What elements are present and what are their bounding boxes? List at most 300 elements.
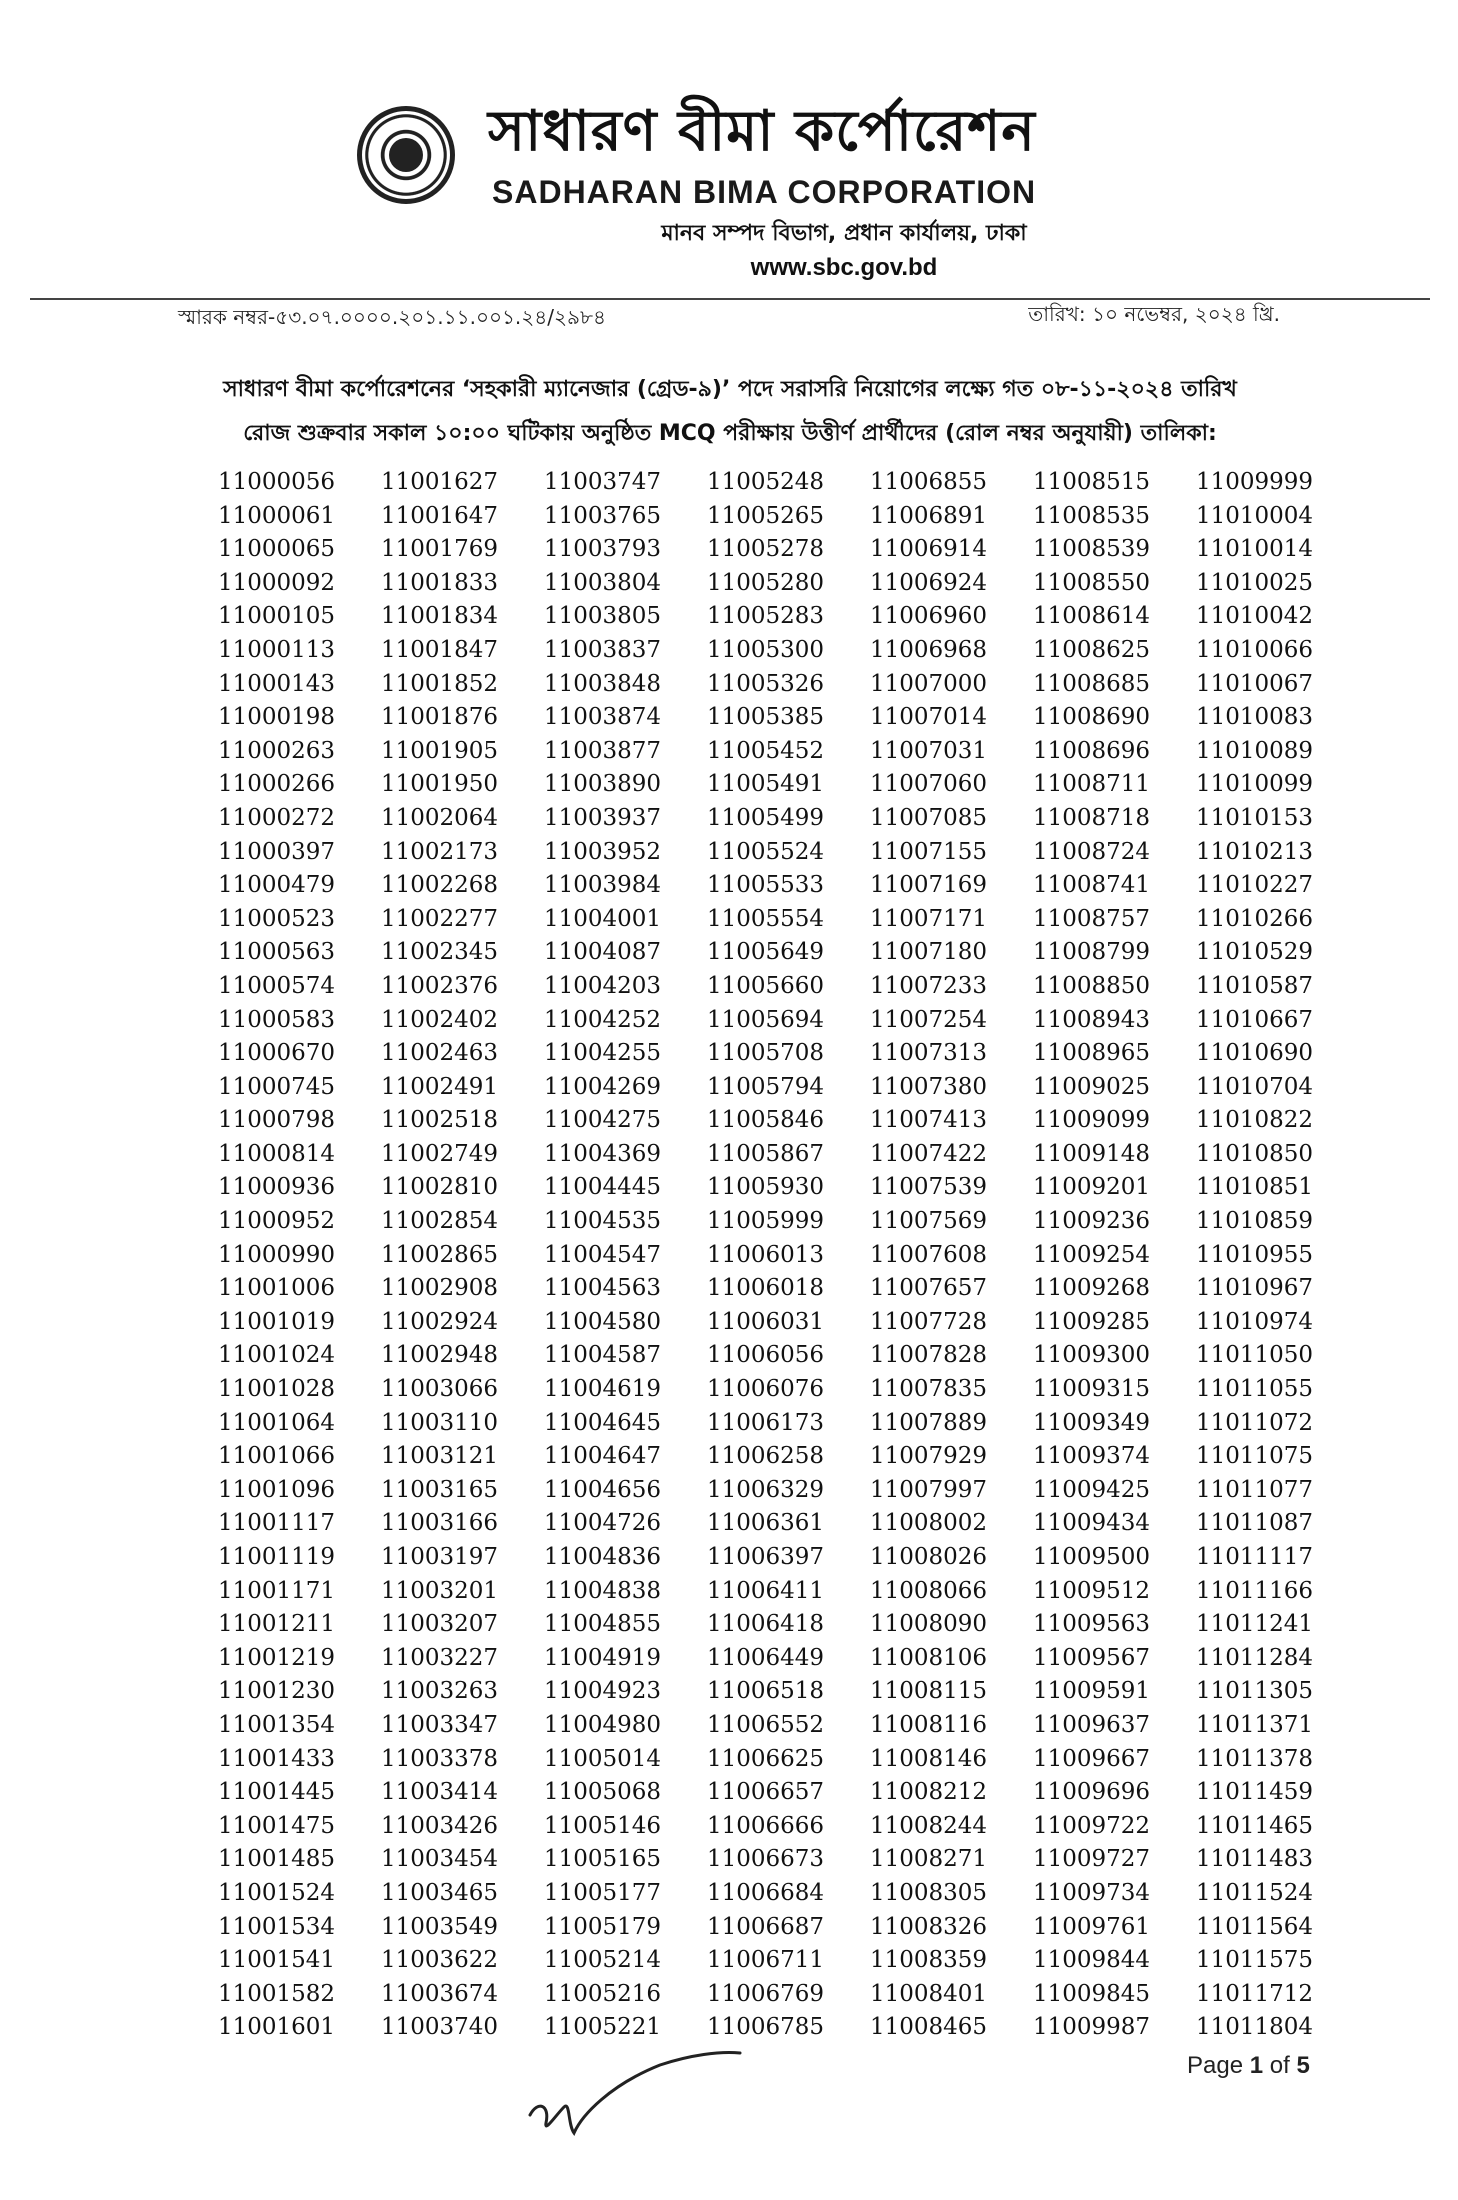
- roll-number: 11007060: [870, 771, 988, 798]
- roll-number: 11006785: [707, 2014, 825, 2041]
- roll-number: 11004619: [544, 1376, 662, 1403]
- roll-number: 11005165: [544, 1846, 662, 1873]
- roll-number: 11000670: [218, 1040, 336, 1067]
- roll-number: 11007171: [870, 905, 988, 932]
- roll-number: 11004203: [544, 972, 662, 999]
- roll-number: 11008146: [870, 1745, 988, 1772]
- roll-number: 11011166: [1196, 1577, 1314, 1604]
- roll-number: 11000745: [218, 1073, 336, 1100]
- roll-number: 11003890: [544, 771, 662, 798]
- roll-number: 11011284: [1196, 1644, 1314, 1671]
- roll-number: 11006031: [707, 1308, 825, 1335]
- roll-number: 11003201: [381, 1577, 499, 1604]
- roll-number: 11008244: [870, 1812, 988, 1839]
- roll-number: 11004656: [544, 1476, 662, 1503]
- roll-number: 11011371: [1196, 1711, 1314, 1738]
- roll-number: 11009667: [1033, 1745, 1151, 1772]
- roll-number: 11009845: [1033, 1980, 1151, 2007]
- roll-number: 11005300: [707, 636, 825, 663]
- roll-number: 11007155: [870, 838, 988, 865]
- roll-number: 11001905: [381, 737, 499, 764]
- roll-number: 11005930: [707, 1174, 825, 1201]
- roll-number: 11008614: [1033, 603, 1151, 630]
- roll-number: 11000936: [218, 1174, 336, 1201]
- roll-number: 11008002: [870, 1510, 988, 1537]
- roll-number: 11005216: [544, 1980, 662, 2007]
- handwritten-signature-icon: [520, 2045, 760, 2155]
- roll-number: 11006891: [870, 502, 988, 529]
- roll-number: 11006687: [707, 1913, 825, 1940]
- roll-number: 11009591: [1033, 1678, 1151, 1705]
- roll-number: 11002277: [381, 905, 499, 932]
- roll-number: 11000952: [218, 1208, 336, 1235]
- roll-number: 11009734: [1033, 1879, 1151, 1906]
- notice-intro-line-1: সাধারণ বীমা কর্পোরেশনের ‘সহকারী ম্যানেজার (গ্রেড-৯)’ পদে সরাসরি নিয়োগের লক্ষ্যে গত ০৮-১১-২০২৪ তারিখ: [223, 377, 1237, 402]
- roll-number: 11001064: [218, 1409, 336, 1436]
- roll-number: 11010266: [1196, 905, 1314, 932]
- roll-number: 11009349: [1033, 1409, 1151, 1436]
- roll-number: 11009268: [1033, 1275, 1151, 1302]
- roll-number: 11008212: [870, 1779, 988, 1806]
- roll-number: 11007180: [870, 939, 988, 966]
- roll-number: 11010213: [1196, 838, 1314, 865]
- roll-number: 11004580: [544, 1308, 662, 1335]
- roll-number: 11005283: [707, 603, 825, 630]
- roll-number: 11005846: [707, 1107, 825, 1134]
- roll-number: 11004838: [544, 1577, 662, 1604]
- roll-number: 11004647: [544, 1443, 662, 1470]
- roll-number: 11005524: [707, 838, 825, 865]
- roll-number: 11005385: [707, 704, 825, 731]
- roll-number: 11000113: [218, 636, 336, 663]
- roll-number: 11010690: [1196, 1040, 1314, 1067]
- roll-number: 11000105: [218, 603, 336, 630]
- roll-number: 11002402: [381, 1006, 499, 1033]
- roll-number: 11005867: [707, 1140, 825, 1167]
- roll-number: 11009425: [1033, 1476, 1151, 1503]
- roll-number: 11003874: [544, 704, 662, 731]
- roll-number: 11009987: [1033, 2014, 1151, 2041]
- roll-number: 11010004: [1196, 502, 1314, 529]
- roll-number: 11007422: [870, 1140, 988, 1167]
- roll-number: 11006673: [707, 1846, 825, 1873]
- roll-number: 11001028: [218, 1376, 336, 1403]
- roll-number: 11010042: [1196, 603, 1314, 630]
- roll-number: 11003347: [381, 1711, 499, 1738]
- roll-number: 11008066: [870, 1577, 988, 1604]
- roll-number: 11002948: [381, 1342, 499, 1369]
- roll-number: 11010153: [1196, 804, 1314, 831]
- roll-number: 11008401: [870, 1980, 988, 2007]
- roll-number: 11004252: [544, 1006, 662, 1033]
- roll-number: 11009512: [1033, 1577, 1151, 1604]
- roll-number: 11005694: [707, 1006, 825, 1033]
- roll-number: 11005179: [544, 1913, 662, 1940]
- roll-number: 11008799: [1033, 939, 1151, 966]
- roll-number: 11006076: [707, 1376, 825, 1403]
- roll-number: 11007569: [870, 1208, 988, 1235]
- roll-number: 11005214: [544, 1947, 662, 1974]
- roll-number: 11003877: [544, 737, 662, 764]
- roll-number: 11004919: [544, 1644, 662, 1671]
- roll-number: 11008106: [870, 1644, 988, 1671]
- roll-number: 11003207: [381, 1611, 499, 1638]
- roll-number: 11009236: [1033, 1208, 1151, 1235]
- roll-number: 11010099: [1196, 771, 1314, 798]
- roll-number: 11008943: [1033, 1006, 1151, 1033]
- roll-number: 11005248: [707, 469, 825, 495]
- roll-column: [707, 466, 870, 2045]
- roll-number: 11006018: [707, 1275, 825, 1302]
- roll-number: 11011459: [1196, 1779, 1314, 1806]
- roll-number: 11005068: [544, 1779, 662, 1806]
- roll-number: 11001834: [381, 603, 499, 630]
- roll-number: 11003765: [544, 502, 662, 529]
- roll-number: 11007889: [870, 1409, 988, 1436]
- roll-number: 11011241: [1196, 1611, 1314, 1638]
- roll-number: 11009254: [1033, 1241, 1151, 1268]
- roll-number: 11003454: [381, 1846, 499, 1873]
- roll-number: 11006258: [707, 1443, 825, 1470]
- roll-number: 11000061: [218, 502, 336, 529]
- roll-number: 11008465: [870, 2014, 988, 2041]
- roll-number: 11008550: [1033, 569, 1151, 596]
- roll-number: 11001582: [218, 1980, 336, 2007]
- roll-number: 11007233: [870, 972, 988, 999]
- roll-number: 11006968: [870, 636, 988, 663]
- roll-number: 11005533: [707, 872, 825, 899]
- roll-number: 11010025: [1196, 569, 1314, 596]
- roll-number: 11006960: [870, 603, 988, 630]
- roll-number: 11003740: [381, 2014, 499, 2041]
- roll-number: 11010955: [1196, 1241, 1314, 1268]
- roll-number: 11004445: [544, 1174, 662, 1201]
- roll-number: 11007413: [870, 1107, 988, 1134]
- roll-number: 11007835: [870, 1376, 988, 1403]
- page-of: of: [1269, 2052, 1290, 2079]
- sbc-emblem-icon: [357, 106, 455, 204]
- roll-number: 11003984: [544, 872, 662, 899]
- roll-number: 11011075: [1196, 1443, 1314, 1470]
- roll-number: 11008685: [1033, 670, 1151, 697]
- notice-intro-line-2: রোজ শুক্রবার সকাল ১০:০০ ঘটিকায় অনুষ্ঠিত MCQ পরীক্ষায় উত্তীর্ণ প্রার্থীদের (রোল নম্বর অনুযায়ী) তালিকা:: [243, 421, 1217, 446]
- roll-number: 11001769: [381, 536, 499, 563]
- roll-number: 11003747: [544, 469, 662, 495]
- roll-number: 11001534: [218, 1913, 336, 1940]
- roll-number: 11001119: [218, 1544, 336, 1570]
- roll-number: 11010704: [1196, 1073, 1314, 1100]
- roll-number: 11006013: [707, 1241, 825, 1268]
- roll-number: 11001171: [218, 1577, 336, 1604]
- roll-number: 11001833: [381, 569, 499, 596]
- roll-number: 11006411: [707, 1577, 825, 1604]
- roll-number: 11004275: [544, 1107, 662, 1134]
- roll-number: 11007014: [870, 704, 988, 731]
- roll-number: 11004645: [544, 1409, 662, 1436]
- roll-number: 11010667: [1196, 1006, 1314, 1033]
- roll-number: 11003937: [544, 804, 662, 831]
- roll-number: 11006449: [707, 1644, 825, 1671]
- roll-number: 11002854: [381, 1208, 499, 1235]
- roll-number: 11008305: [870, 1879, 988, 1906]
- roll-number: 11006173: [707, 1409, 825, 1436]
- roll-number: 11009300: [1033, 1342, 1151, 1369]
- roll-number: 11003066: [381, 1376, 499, 1403]
- roll-number: 11000272: [218, 804, 336, 831]
- roll-number: 11001475: [218, 1812, 336, 1839]
- roll-number: 11009025: [1033, 1073, 1151, 1100]
- roll-number: 11011804: [1196, 2014, 1314, 2041]
- roll-number: 11005146: [544, 1812, 662, 1839]
- roll-number: 11003197: [381, 1544, 499, 1570]
- roll-number: 11008515: [1033, 469, 1151, 495]
- roll-number: 11009722: [1033, 1812, 1151, 1839]
- roll-number: 11010587: [1196, 972, 1314, 999]
- roll-number: 11005014: [544, 1745, 662, 1772]
- roll-number: 11010067: [1196, 670, 1314, 697]
- roll-number-list: [218, 466, 1358, 2045]
- roll-number: 11004855: [544, 1611, 662, 1638]
- roll-number: 11004726: [544, 1510, 662, 1537]
- roll-number: 11001541: [218, 1947, 336, 1974]
- roll-number: 11007657: [870, 1275, 988, 1302]
- roll-number: 11002908: [381, 1275, 499, 1302]
- roll-number: 11008757: [1033, 905, 1151, 932]
- roll-number: 11003426: [381, 1812, 499, 1839]
- page-current: 1: [1249, 2052, 1264, 2079]
- roll-number: 11001485: [218, 1846, 336, 1873]
- org-name-bangla: সাধারণ বীমা কর্পোরেশন: [488, 99, 1036, 164]
- roll-number: 11010967: [1196, 1275, 1314, 1302]
- roll-number: 11011378: [1196, 1745, 1314, 1772]
- roll-number: 11000065: [218, 536, 336, 563]
- roll-number: 11000397: [218, 838, 336, 865]
- roll-number: 11003549: [381, 1913, 499, 1940]
- roll-number: 11007169: [870, 872, 988, 899]
- roll-number: 11010851: [1196, 1174, 1314, 1201]
- roll-number: 11005794: [707, 1073, 825, 1100]
- roll-number: 11008850: [1033, 972, 1151, 999]
- roll-number: 11007828: [870, 1342, 988, 1369]
- roll-number: 11007539: [870, 1174, 988, 1201]
- roll-number: 11001852: [381, 670, 499, 697]
- roll-number: 11009563: [1033, 1611, 1151, 1638]
- roll-number: 11001847: [381, 636, 499, 663]
- roll-number: 11007929: [870, 1443, 988, 1470]
- roll-number: 11009696: [1033, 1779, 1151, 1806]
- roll-number: 11001006: [218, 1275, 336, 1302]
- roll-number: 11009201: [1033, 1174, 1151, 1201]
- page-label: Page: [1187, 2052, 1244, 2079]
- roll-number: 11010089: [1196, 737, 1314, 764]
- roll-number: 11005452: [707, 737, 825, 764]
- roll-number: 11001066: [218, 1443, 336, 1470]
- roll-number: 11008965: [1033, 1040, 1151, 1067]
- roll-number: 11001433: [218, 1745, 336, 1772]
- roll-column: [218, 466, 381, 2045]
- roll-number: 11000814: [218, 1140, 336, 1167]
- roll-number: 11010850: [1196, 1140, 1314, 1167]
- roll-number: 11007085: [870, 804, 988, 831]
- roll-number: 11002064: [381, 804, 499, 831]
- roll-number: 11007031: [870, 737, 988, 764]
- roll-number: 11010529: [1196, 939, 1314, 966]
- roll-number: 11008090: [870, 1611, 988, 1638]
- roll-number: 11004563: [544, 1275, 662, 1302]
- roll-number: 11003227: [381, 1644, 499, 1671]
- roll-number: 11008741: [1033, 872, 1151, 899]
- roll-number: 11000798: [218, 1107, 336, 1134]
- roll-number: 11004535: [544, 1208, 662, 1235]
- roll-number: 11001024: [218, 1342, 336, 1369]
- roll-number: 11009148: [1033, 1140, 1151, 1167]
- roll-number: 11008116: [870, 1711, 988, 1738]
- roll-number: 11008535: [1033, 502, 1151, 529]
- roll-number: 11010974: [1196, 1308, 1314, 1335]
- roll-number: 11007728: [870, 1308, 988, 1335]
- roll-number: 11003952: [544, 838, 662, 865]
- roll-number: 11004587: [544, 1342, 662, 1369]
- roll-number: 11001096: [218, 1476, 336, 1503]
- roll-number: 11006518: [707, 1678, 825, 1705]
- roll-number: 11007254: [870, 1006, 988, 1033]
- roll-number: 11005660: [707, 972, 825, 999]
- roll-number: 11001950: [381, 771, 499, 798]
- roll-number: 11007000: [870, 670, 988, 697]
- notice-intro: [150, 368, 1310, 456]
- roll-number: 11011465: [1196, 1812, 1314, 1839]
- roll-number: 11004087: [544, 939, 662, 966]
- roll-number: 11006625: [707, 1745, 825, 1772]
- roll-number: 11000990: [218, 1241, 336, 1268]
- roll-number: 11003465: [381, 1879, 499, 1906]
- roll-number: 11005177: [544, 1879, 662, 1906]
- roll-number: 11005491: [707, 771, 825, 798]
- page-total: 5: [1296, 2052, 1310, 2079]
- roll-number: 11004547: [544, 1241, 662, 1268]
- roll-number: 11003378: [381, 1745, 499, 1772]
- roll-number: 11011117: [1196, 1544, 1314, 1570]
- roll-number: 11009761: [1033, 1913, 1151, 1940]
- org-name-english: SADHARAN BIMA CORPORATION: [492, 174, 1037, 210]
- roll-number: 11010083: [1196, 704, 1314, 731]
- roll-number: 11006855: [870, 469, 988, 495]
- roll-number: 11006666: [707, 1812, 825, 1839]
- roll-number: 11010066: [1196, 636, 1314, 663]
- roll-number: 11008718: [1033, 804, 1151, 831]
- roll-number: 11003622: [381, 1947, 499, 1974]
- letterhead: [0, 88, 1458, 298]
- roll-number: 11005278: [707, 536, 825, 563]
- roll-number: 11011077: [1196, 1476, 1314, 1503]
- roll-number: 11002376: [381, 972, 499, 999]
- roll-number: 11011712: [1196, 1980, 1314, 2007]
- roll-number: 11003263: [381, 1678, 499, 1705]
- roll-number: 11008359: [870, 1947, 988, 1974]
- roll-number: 11000263: [218, 737, 336, 764]
- roll-number: 11006914: [870, 536, 988, 563]
- roll-column: [870, 466, 1033, 2045]
- roll-number: 11000092: [218, 569, 336, 596]
- roll-column: [381, 466, 544, 2045]
- roll-column: [1196, 466, 1359, 2045]
- roll-number: 11005554: [707, 905, 825, 932]
- roll-number: 11006684: [707, 1879, 825, 1906]
- roll-number: 11000056: [218, 469, 336, 495]
- roll-number: 11011087: [1196, 1510, 1314, 1537]
- roll-number: 11009374: [1033, 1443, 1151, 1470]
- roll-number: 11003804: [544, 569, 662, 596]
- roll-number: 11005280: [707, 569, 825, 596]
- roll-number: 11002268: [381, 872, 499, 899]
- roll-number: 11010227: [1196, 872, 1314, 899]
- roll-number: 11004001: [544, 905, 662, 932]
- roll-number: 11002173: [381, 838, 499, 865]
- roll-number: 11003166: [381, 1510, 499, 1537]
- roll-number: 11009999: [1196, 469, 1314, 495]
- roll-number: 11004980: [544, 1711, 662, 1738]
- roll-number: 11005265: [707, 502, 825, 529]
- roll-number: 11005221: [544, 2014, 662, 2041]
- roll-number: 11001627: [381, 469, 499, 495]
- roll-column: [544, 466, 707, 2045]
- roll-number: 11005326: [707, 670, 825, 697]
- roll-number: 11011050: [1196, 1342, 1314, 1369]
- roll-number: 11002491: [381, 1073, 499, 1100]
- roll-number: 11001354: [218, 1711, 336, 1738]
- roll-number: 11002345: [381, 939, 499, 966]
- roll-number: 11010822: [1196, 1107, 1314, 1134]
- roll-number: 11001647: [381, 502, 499, 529]
- roll-number: 11008115: [870, 1678, 988, 1705]
- roll-number: 11009099: [1033, 1107, 1151, 1134]
- roll-number: 11009567: [1033, 1644, 1151, 1671]
- roll-number: 11009637: [1033, 1711, 1151, 1738]
- roll-number: 11002749: [381, 1140, 499, 1167]
- roll-column: [1033, 466, 1196, 2045]
- roll-number: 11008696: [1033, 737, 1151, 764]
- roll-number: 11006361: [707, 1510, 825, 1537]
- roll-number: 11001019: [218, 1308, 336, 1335]
- roll-number: 11008711: [1033, 771, 1151, 798]
- roll-number: 11008690: [1033, 704, 1151, 731]
- roll-number: 11011072: [1196, 1409, 1314, 1436]
- website-link[interactable]: www.sbc.gov.bd: [750, 254, 938, 281]
- roll-number: 11011483: [1196, 1846, 1314, 1873]
- roll-number: 11006418: [707, 1611, 825, 1638]
- roll-number: 11011055: [1196, 1376, 1314, 1403]
- roll-number: 11006924: [870, 569, 988, 596]
- roll-number: 11007997: [870, 1476, 988, 1503]
- roll-number: 11004369: [544, 1140, 662, 1167]
- roll-number: 11001524: [218, 1879, 336, 1906]
- roll-number: 11000266: [218, 771, 336, 798]
- roll-number: 11001876: [381, 704, 499, 731]
- roll-number: 11006397: [707, 1544, 825, 1570]
- roll-number: 11002924: [381, 1308, 499, 1335]
- roll-number: 11008271: [870, 1846, 988, 1873]
- roll-number: 11003793: [544, 536, 662, 563]
- roll-number: 11009434: [1033, 1510, 1151, 1537]
- roll-number: 11007608: [870, 1241, 988, 1268]
- roll-number: 11009315: [1033, 1376, 1151, 1403]
- roll-number: 11001601: [218, 2014, 336, 2041]
- roll-number: 11011305: [1196, 1678, 1314, 1705]
- roll-number: 11003837: [544, 636, 662, 663]
- roll-number: 11005999: [707, 1208, 825, 1235]
- roll-number: 11002865: [381, 1241, 499, 1268]
- roll-number: 11000479: [218, 872, 336, 899]
